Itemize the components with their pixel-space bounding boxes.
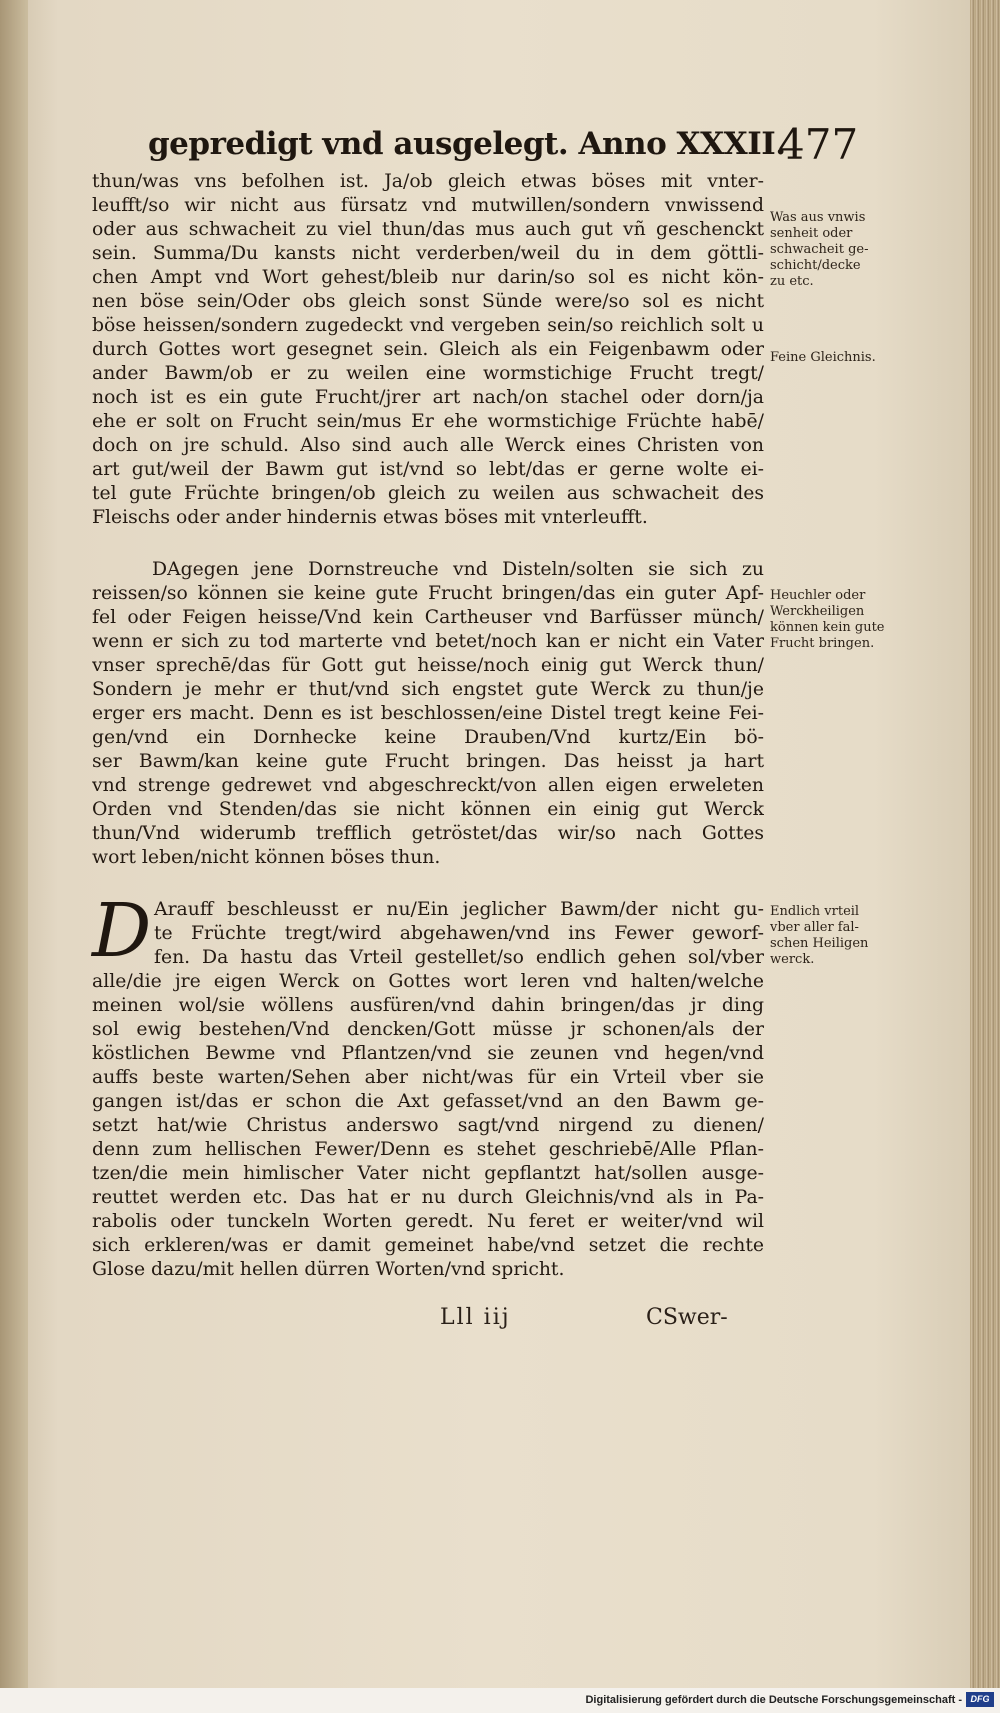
dfg-logo: DFG bbox=[966, 1692, 994, 1707]
text-line: chen Ampt vnd Wort gehest/bleib nur darin/so sol es nicht kön- bbox=[92, 267, 764, 288]
text-line: vnd strenge gedrewet vnd abgeschreckt/von allen eigen erweleten bbox=[92, 775, 764, 796]
text-line: sein. Summa/Du kansts nicht verderben/weil du in dem göttli- bbox=[92, 243, 764, 264]
text-line: Glose dazu/mit hellen dürren Worten/vnd spricht. bbox=[92, 1259, 565, 1280]
text-line: noch ist es ein gute Frucht/jrer art nach/on stachel oder dorn/ja bbox=[92, 387, 764, 408]
text-line: nen böse sein/Oder obs gleich sonst Sünde were/so sol es nicht bbox=[92, 291, 764, 312]
text-line: erger ers macht. Denn es ist beschlossen/eine Distel tregt keine Fei- bbox=[92, 703, 764, 724]
text-line: auffs beste warten/Sehen aber nicht/was für ein Vrteil vber sie bbox=[92, 1067, 764, 1088]
text-line: alle/die jre eigen Werck on Gottes wort leren vnd halten/welche bbox=[92, 971, 764, 992]
text-line: te Früchte tregt/wird abgehawen/vnd ins Fewer geworf- bbox=[154, 923, 764, 944]
text-line: oder aus schwacheit zu viel thun/das mus auch gut vñ geschenckt bbox=[92, 219, 764, 240]
note-line: Feine Gleichnis. bbox=[770, 350, 876, 365]
note-line: können kein gute bbox=[770, 620, 885, 635]
text-line: Sondern je mehr er thut/vnd sich engstet gute Werck zu thun/je bbox=[92, 679, 764, 700]
text-line: reissen/so können sie keine gute Frucht bringen/das ein guter Apf- bbox=[92, 583, 764, 604]
text-line: sol ewig bestehen/Vnd dencken/Gott müsse jr schonen/als der bbox=[92, 1019, 764, 1040]
text-line: thun/Vnd widerumb trefflich getröstet/das wir/so nach Gottes bbox=[92, 823, 764, 844]
note-line: schen Heiligen bbox=[770, 936, 869, 951]
text-line: ander Bawm/ob er zu weilen eine wormstichige Frucht tregt/ bbox=[92, 363, 764, 384]
marginal-note-1 bbox=[770, 210, 910, 290]
folio-number: 477 bbox=[778, 120, 859, 169]
note-line: Werckheiligen bbox=[770, 604, 865, 619]
text-line: durch Gottes wort gesegnet sein. Gleich als ein Feigenbawm oder bbox=[92, 339, 764, 360]
book-fore-edge bbox=[970, 0, 1000, 1688]
paragraph-2 bbox=[92, 558, 764, 870]
note-line: werck. bbox=[770, 952, 815, 967]
note-line: schwacheit ge- bbox=[770, 242, 869, 257]
text-line: Fleischs oder ander hindernis etwas böses mit vnterleufft. bbox=[92, 507, 648, 528]
text-line: Arauff beschleusst er nu/Ein jeglicher Bawm/der nicht gu- bbox=[154, 899, 764, 920]
text-line: leufft/so wir nicht aus fürsatz vnd mutwillen/sondern vnwissend bbox=[92, 195, 764, 216]
text-line: rabolis oder tunckeln Worten geredt. Nu feret er weiter/vnd wil bbox=[92, 1211, 764, 1232]
text-line: meinen wol/sie wöllens ausfüren/vnd dahin bringen/das jr ding bbox=[92, 995, 764, 1016]
marginal-note-4 bbox=[770, 904, 910, 968]
note-line: schicht/decke bbox=[770, 258, 861, 273]
text-line: doch on jre schuld. Also sind auch alle Werck eines Christen von bbox=[92, 435, 764, 456]
note-line: Endlich vrteil bbox=[770, 904, 860, 919]
note-line: senheit oder bbox=[770, 226, 853, 241]
marginal-note-3 bbox=[770, 588, 910, 652]
text-line: DAgegen jene Dornstreuche vnd Disteln/solten sie sich zu bbox=[152, 559, 764, 580]
text-line: thun/was vns befolhen ist. Ja/ob gleich etwas böses mit vnter- bbox=[92, 171, 764, 192]
text-line: ser Bawm/kan keine gute Frucht bringen. Das heisst ja hart bbox=[92, 751, 764, 772]
main-text bbox=[92, 170, 764, 1282]
text-line: tzen/die mein himlischer Vater nicht gepflantzt hat/sollen ausge- bbox=[92, 1163, 764, 1184]
text-line: fel oder Feigen heisse/Vnd kein Cartheuser vnd Barfüsser münch/ bbox=[92, 607, 764, 628]
text-line: vnser sprechē/das für Gott gut heisse/noch einig gut Werck thun/ bbox=[92, 655, 764, 676]
drop-initial: D bbox=[92, 888, 152, 974]
text-line: reuttet werden etc. Das hat er nu durch Gleichnis/vnd als in Pa- bbox=[92, 1187, 764, 1208]
signature-mark: Lll iij bbox=[440, 1305, 511, 1330]
note-line: Frucht bringen. bbox=[770, 636, 875, 651]
text-line: wenn er sich zu tod marterte vnd betet/noch kan er nicht ein Vater bbox=[92, 631, 764, 652]
text-line: ehe er solt on Frucht sein/mus Er ehe wormstichige Früchte habē/ bbox=[92, 411, 764, 432]
text-line: denn zum hellischen Fewer/Denn es stehet geschriebē/Alle Pflan- bbox=[92, 1139, 764, 1160]
catchword: CSwer- bbox=[646, 1305, 728, 1330]
text-line: setzt hat/wie Christus anderswo sagt/vnd nirgend zu dienen/ bbox=[92, 1115, 764, 1136]
text-line: fen. Da hastu das Vrteil gestellet/so endlich gehen sol/vber bbox=[154, 947, 764, 968]
note-line: vber aller fal- bbox=[770, 920, 859, 935]
marginal-note-2 bbox=[770, 350, 910, 366]
note-line: Was aus vnwis bbox=[770, 210, 866, 225]
funding-credit: Digitalisierung gefördert durch die Deutsche Forschungsgemeinschaft - bbox=[585, 1694, 962, 1706]
note-line: Heuchler oder bbox=[770, 588, 866, 603]
text-line: gen/vnd ein Dornhecke keine Drauben/Vnd kurtz/Ein bö- bbox=[92, 727, 764, 748]
text-line: wort leben/nicht können böses thun. bbox=[92, 847, 441, 868]
text-line: tel gute Früchte bringen/ob gleich zu weilen aus schwacheit des bbox=[92, 483, 764, 504]
text-line: köstlichen Bewme vnd Pflantzen/vnd sie zeunen vnd hegen/vnd bbox=[92, 1043, 764, 1064]
text-line: Orden vnd Stenden/das sie nicht können ein einig gut Werck bbox=[92, 799, 764, 820]
paragraph-1 bbox=[92, 170, 764, 530]
paragraph-3 bbox=[92, 888, 764, 1282]
running-head: gepredigt vnd ausgelegt. Anno XXXII. bbox=[148, 126, 786, 162]
text-line: böse heissen/sondern zugedeckt vnd vergeben sein/so reichlich solt u bbox=[92, 315, 764, 336]
text-line: gangen ist/das er schon die Axt gefasset/vnd an den Bawm ge- bbox=[92, 1091, 764, 1112]
text-line: art gut/weil der Bawm gut ist/vnd so lebt/das er gerne wolte ei- bbox=[92, 459, 764, 480]
text-line: sich erkleren/was er damit gemeinet habe/vnd setzet die rechte bbox=[92, 1235, 764, 1256]
page-gutter bbox=[0, 0, 28, 1688]
page-header bbox=[148, 122, 868, 172]
note-line: zu etc. bbox=[770, 274, 814, 289]
